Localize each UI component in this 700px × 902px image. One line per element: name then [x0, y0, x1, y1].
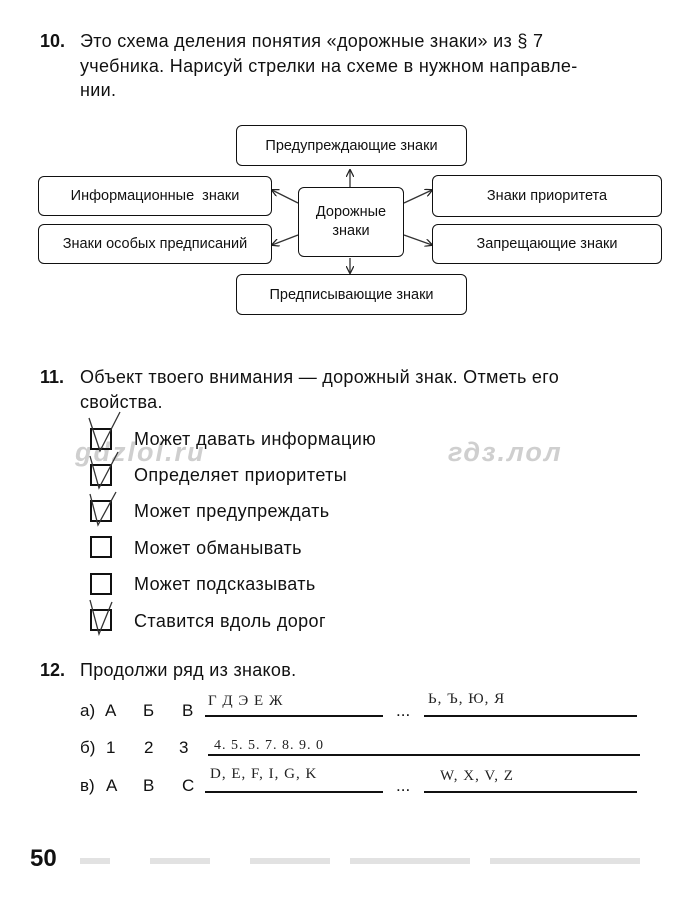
box-road-signs-center	[298, 187, 404, 257]
task-10-line-1: Это схема деления понятия «дорожные знаки» из § 7	[80, 31, 544, 51]
row-c-item-2: В	[143, 776, 155, 795]
task-10-line-2: учебника. Нарисуй стрелки на схеме в нужном направле-	[80, 56, 578, 76]
center-label-line-1: Дорожные	[315, 204, 387, 220]
arrow-left-lower	[272, 235, 298, 245]
box-warning-signs-label: Предупреждающие знаки	[265, 137, 438, 154]
box-prohibitory-signs-label: Запрещающие знаки	[476, 236, 618, 252]
check-mark-icon	[86, 592, 126, 637]
watermark-left: gdzlol.ru	[75, 437, 206, 467]
option-placed-along-roads: Ставится вдоль дорог	[134, 611, 326, 631]
checkbox-deceive[interactable]	[90, 536, 112, 558]
row-b-item-3: 3	[179, 738, 189, 757]
option-deceive: Может обманывать	[134, 538, 302, 558]
row-a-answer-1[interactable]: Г Д Э Е Ж	[208, 693, 284, 709]
scan-noise	[350, 858, 470, 864]
row-b-answer-line	[208, 754, 640, 756]
box-priority-signs-label: Знаки приоритета	[486, 188, 608, 204]
task-10-line-3: нии.	[80, 80, 117, 100]
box-special-regulation-signs-label: Знаки особых предписаний	[62, 236, 248, 252]
row-a-item-1: А	[105, 701, 117, 720]
watermark-right: гдз.лол	[448, 437, 563, 467]
scan-noise	[490, 858, 640, 864]
row-c-answer-line-1	[205, 791, 383, 793]
arrow-left-upper	[272, 190, 298, 203]
row-c-prefix: в)	[80, 776, 95, 795]
row-a-item-3: В	[182, 701, 194, 720]
row-c-item-3: С	[182, 776, 195, 795]
row-a-answer-2[interactable]: Ь, Ъ, Ю, Я	[428, 691, 506, 707]
row-c-answer-1[interactable]: D, E, F, I, G, K	[210, 766, 318, 782]
row-b-item-2: 2	[144, 738, 154, 757]
scan-noise	[150, 858, 210, 864]
box-mandatory-signs-label: Предписывающие знаки	[269, 286, 434, 303]
option-give-information: Может давать информацию	[134, 429, 377, 449]
scan-noise	[250, 858, 330, 864]
row-b-item-1: 1	[106, 738, 116, 757]
row-a-answer-line-2	[424, 715, 637, 717]
task-11-line-2: свойства.	[80, 392, 163, 412]
task-12-title: Продолжи ряд из знаков.	[80, 660, 297, 680]
arrow-right-lower	[404, 235, 432, 245]
box-information-signs	[38, 176, 272, 216]
box-priority-signs	[432, 175, 662, 217]
box-mandatory-signs	[236, 274, 467, 315]
row-b-answer[interactable]: 4. 5. 5. 7. 8. 9. 0	[214, 738, 324, 753]
row-a-prefix: а)	[80, 701, 96, 720]
option-warn: Может предупреждать	[134, 501, 330, 521]
page-number: 50	[30, 845, 57, 872]
task-11-number: 11.	[40, 367, 65, 387]
box-warning-signs	[236, 125, 467, 166]
box-special-regulation-signs	[38, 224, 272, 264]
row-c-answer-2[interactable]: W, X, V, Z	[440, 768, 514, 784]
box-information-signs-label: Информационные знаки	[70, 188, 240, 204]
center-label-line-2: знаки	[332, 223, 370, 239]
row-b-prefix: б)	[80, 738, 96, 757]
row-a-answer-line-1	[205, 715, 383, 717]
option-define-priorities: Определяет приоритеты	[134, 465, 348, 485]
box-prohibitory-signs	[432, 224, 662, 264]
row-a-item-2: Б	[143, 701, 155, 720]
row-c-item-1: А	[106, 776, 118, 795]
row-c-ellipsis: ...	[396, 776, 411, 795]
task-12-number: 12.	[40, 660, 66, 680]
task-10-number: 10.	[40, 31, 66, 51]
row-a-ellipsis: ...	[396, 701, 411, 720]
scan-noise	[80, 858, 110, 864]
option-hint: Может подсказывать	[134, 574, 316, 594]
row-c-answer-line-2	[424, 791, 637, 793]
arrow-right-upper	[404, 190, 432, 203]
check-mark-icon	[86, 484, 126, 529]
task-11-line-1: Объект твоего внимания — дорожный знак. Отметь его	[80, 367, 560, 387]
